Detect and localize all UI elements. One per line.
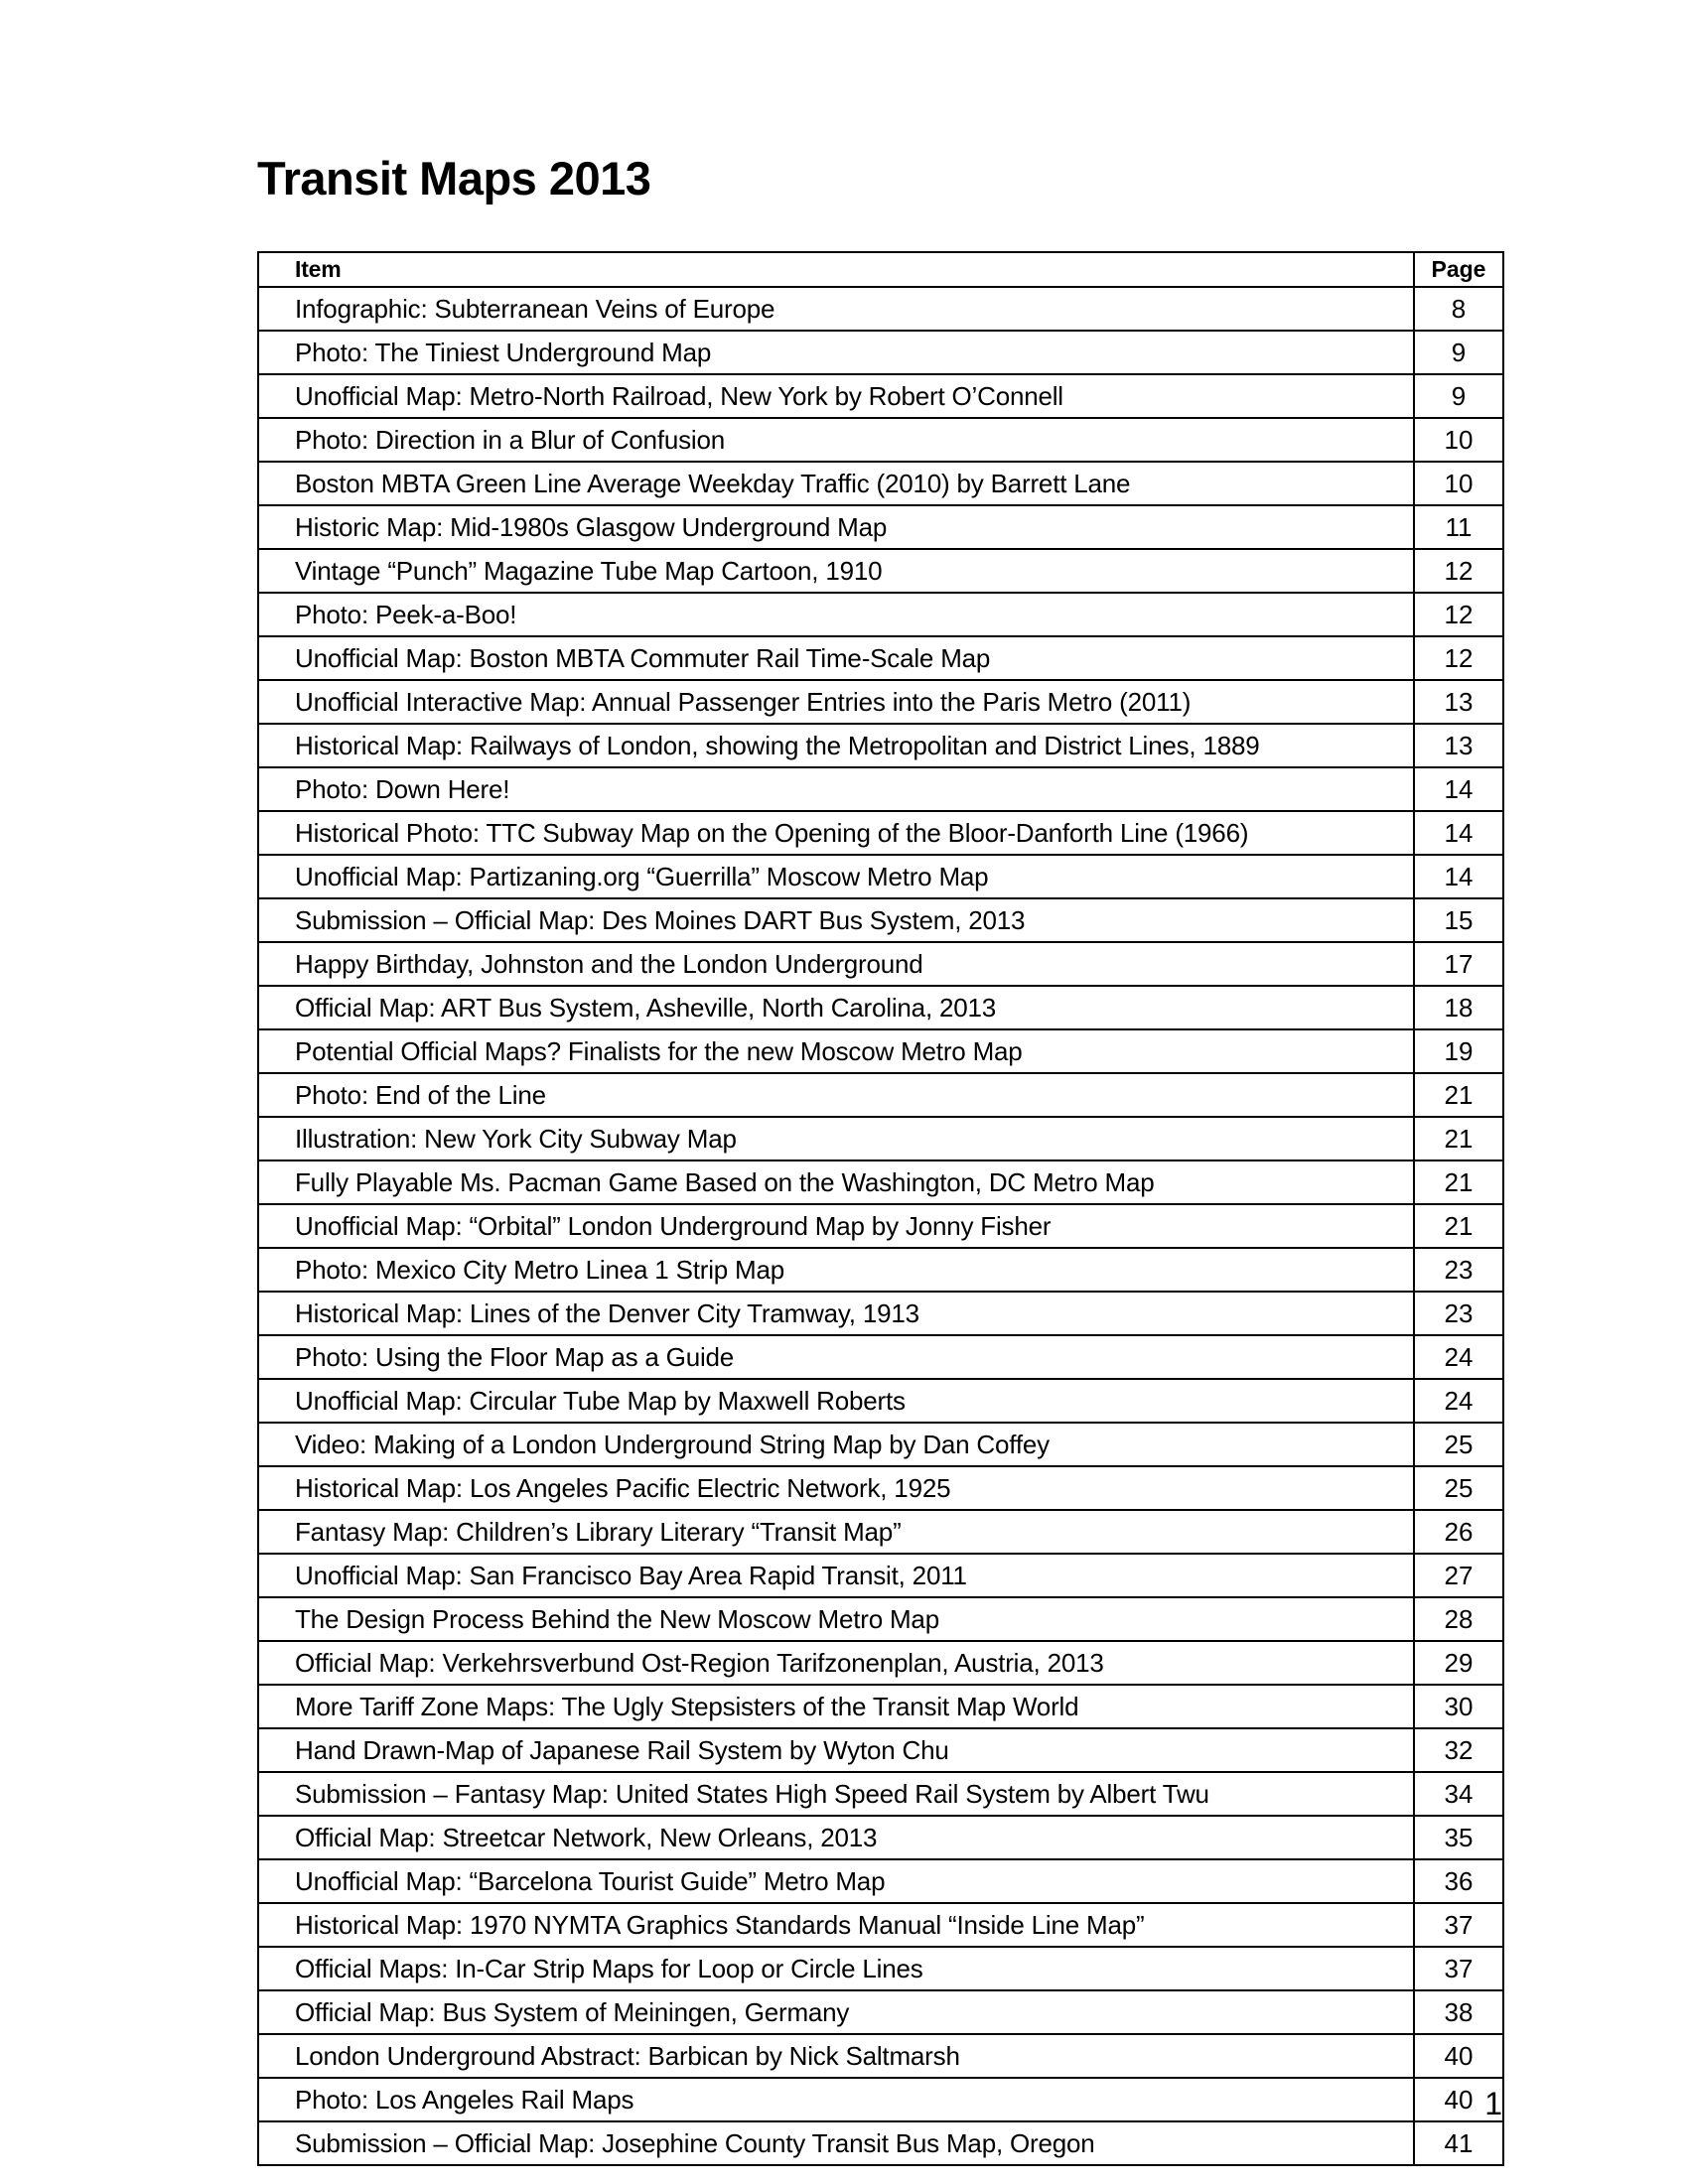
toc-page-cell: 10 <box>1414 418 1503 462</box>
toc-page-cell: 37 <box>1414 1903 1503 1947</box>
toc-page-cell: 29 <box>1414 1641 1503 1685</box>
toc-page-cell: 24 <box>1414 1335 1503 1379</box>
table-row <box>258 767 1503 811</box>
toc-page-cell: 14 <box>1414 855 1503 898</box>
footer-page-number: 1 <box>1484 2086 1502 2121</box>
toc-item-cell: Official Map: Bus System of Meiningen, Germany <box>258 1990 1414 2034</box>
toc-item-cell: Submission – Fantasy Map: United States High Speed Rail System by Albert Twu <box>258 1772 1414 1816</box>
toc-page-cell: 27 <box>1414 1554 1503 1597</box>
toc-item-cell: Photo: Mexico City Metro Linea 1 Strip Map <box>258 1248 1414 1292</box>
table-row <box>258 1160 1503 1204</box>
toc-page-cell: 14 <box>1414 811 1503 855</box>
table-row <box>258 1728 1503 1772</box>
toc-item-cell: Illustration: New York City Subway Map <box>258 1117 1414 1160</box>
toc-item-cell: Historical Map: 1970 NYMTA Graphics Standards Manual “Inside Line Map” <box>258 1903 1414 1947</box>
table-row <box>258 1947 1503 1990</box>
toc-page-cell: 19 <box>1414 1029 1503 1073</box>
table-row <box>258 1204 1503 1248</box>
table-row <box>258 1466 1503 1510</box>
toc-page-cell: 12 <box>1414 593 1503 636</box>
toc-page-cell: 30 <box>1414 1685 1503 1728</box>
toc-item-cell: London Underground Abstract: Barbican by Nick Saltmarsh <box>258 2034 1414 2078</box>
toc-item-cell: Boston MBTA Green Line Average Weekday Traffic (2010) by Barrett Lane <box>258 462 1414 505</box>
toc-item-cell: Submission – Official Map: Josephine County Transit Bus Map, Oregon <box>258 2121 1414 2165</box>
table-row <box>258 1423 1503 1466</box>
toc-page-cell: 41 <box>1414 2121 1503 2165</box>
toc-item-cell: Fantasy Map: Children’s Library Literary “Transit Map” <box>258 1510 1414 1554</box>
toc-item-cell: Historic Map: Mid-1980s Glasgow Underground Map <box>258 505 1414 549</box>
toc-item-cell: Photo: Direction in a Blur of Confusion <box>258 418 1414 462</box>
table-row <box>258 1597 1503 1641</box>
toc-page-cell: 35 <box>1414 1816 1503 1859</box>
toc-page-cell: 9 <box>1414 374 1503 418</box>
toc-body <box>258 287 1503 2165</box>
toc-page-cell: 25 <box>1414 1466 1503 1510</box>
toc-header-item: Item <box>258 252 1414 287</box>
table-row <box>258 1816 1503 1859</box>
toc-item-cell: Unofficial Map: Metro-North Railroad, New York by Robert O’Connell <box>258 374 1414 418</box>
table-row <box>258 1510 1503 1554</box>
table-row <box>258 505 1503 549</box>
toc-item-cell: Unofficial Map: Boston MBTA Commuter Rail Time-Scale Map <box>258 636 1414 680</box>
table-row <box>258 418 1503 462</box>
table-row <box>258 549 1503 593</box>
table-row <box>258 1903 1503 1947</box>
toc-item-cell: Historical Map: Railways of London, showing the Metropolitan and District Lines, 1889 <box>258 724 1414 767</box>
toc-item-cell: Hand Drawn-Map of Japanese Rail System by Wyton Chu <box>258 1728 1414 1772</box>
toc-page-cell: 38 <box>1414 1990 1503 2034</box>
table-row <box>258 1335 1503 1379</box>
toc-page-cell: 37 <box>1414 1947 1503 1990</box>
table-row <box>258 1685 1503 1728</box>
table-row <box>258 811 1503 855</box>
table-row <box>258 1641 1503 1685</box>
toc-page-cell: 21 <box>1414 1073 1503 1117</box>
toc-item-cell: Photo: The Tiniest Underground Map <box>258 331 1414 374</box>
toc-item-cell: Unofficial Interactive Map: Annual Passenger Entries into the Paris Metro (2011) <box>258 680 1414 724</box>
toc-item-cell: Video: Making of a London Underground String Map by Dan Coffey <box>258 1423 1414 1466</box>
table-row <box>258 1379 1503 1423</box>
toc-page-cell: 26 <box>1414 1510 1503 1554</box>
table-row <box>258 942 1503 986</box>
toc-header-page: Page <box>1414 252 1503 287</box>
toc-item-cell: Historical Map: Los Angeles Pacific Electric Network, 1925 <box>258 1466 1414 1510</box>
toc-item-cell: Official Map: Verkehrsverbund Ost-Region Tarifzonenplan, Austria, 2013 <box>258 1641 1414 1685</box>
toc-page-cell: 36 <box>1414 1859 1503 1903</box>
toc-page-cell: 8 <box>1414 287 1503 331</box>
toc-item-cell: Official Map: Streetcar Network, New Orleans, 2013 <box>258 1816 1414 1859</box>
toc-page-cell: 17 <box>1414 942 1503 986</box>
toc-item-cell: Historical Map: Lines of the Denver City Tramway, 1913 <box>258 1292 1414 1335</box>
toc-item-cell: The Design Process Behind the New Moscow Metro Map <box>258 1597 1414 1641</box>
toc-item-cell: Official Map: ART Bus System, Asheville, North Carolina, 2013 <box>258 986 1414 1029</box>
toc-page-cell: 18 <box>1414 986 1503 1029</box>
table-row <box>258 593 1503 636</box>
toc-item-cell: More Tariff Zone Maps: The Ugly Stepsisters of the Transit Map World <box>258 1685 1414 1728</box>
table-row <box>258 898 1503 942</box>
table-row <box>258 1990 1503 2034</box>
toc-item-cell: Submission – Official Map: Des Moines DART Bus System, 2013 <box>258 898 1414 942</box>
toc-item-cell: Photo: Peek-a-Boo! <box>258 593 1414 636</box>
toc-page-cell: 25 <box>1414 1423 1503 1466</box>
table-row <box>258 2034 1503 2078</box>
table-row <box>258 1073 1503 1117</box>
toc-item-cell: Official Maps: In-Car Strip Maps for Loop or Circle Lines <box>258 1947 1414 1990</box>
toc-page-cell: 40 <box>1414 2034 1503 2078</box>
toc-page-cell: 11 <box>1414 505 1503 549</box>
toc-page-cell: 14 <box>1414 767 1503 811</box>
toc-item-cell: Infographic: Subterranean Veins of Europe <box>258 287 1414 331</box>
toc-page-cell: 12 <box>1414 636 1503 680</box>
toc-page-cell: 32 <box>1414 1728 1503 1772</box>
toc-item-cell: Unofficial Map: “Barcelona Tourist Guide” Metro Map <box>258 1859 1414 1903</box>
toc-item-cell: Vintage “Punch” Magazine Tube Map Cartoon, 1910 <box>258 549 1414 593</box>
table-row <box>258 287 1503 331</box>
table-row <box>258 1029 1503 1073</box>
table-row <box>258 462 1503 505</box>
toc-page-cell: 23 <box>1414 1248 1503 1292</box>
toc-item-cell: Unofficial Map: “Orbital” London Underground Map by Jonny Fisher <box>258 1204 1414 1248</box>
table-row <box>258 636 1503 680</box>
table-row <box>258 331 1503 374</box>
toc-page-cell: 10 <box>1414 462 1503 505</box>
toc-page-cell: 13 <box>1414 724 1503 767</box>
toc-page-cell: 28 <box>1414 1597 1503 1641</box>
table-row <box>258 1772 1503 1816</box>
table-row <box>258 724 1503 767</box>
toc-item-cell: Potential Official Maps? Finalists for the new Moscow Metro Map <box>258 1029 1414 1073</box>
toc-page-cell: 34 <box>1414 1772 1503 1816</box>
table-row <box>258 2121 1503 2165</box>
toc-item-cell: Historical Photo: TTC Subway Map on the Opening of the Bloor-Danforth Line (1966) <box>258 811 1414 855</box>
table-row <box>258 1117 1503 1160</box>
table-row <box>258 1859 1503 1903</box>
toc-page-cell: 24 <box>1414 1379 1503 1423</box>
toc-header-row <box>258 252 1503 287</box>
toc-item-cell: Unofficial Map: Partizaning.org “Guerrilla” Moscow Metro Map <box>258 855 1414 898</box>
toc-page-cell: 13 <box>1414 680 1503 724</box>
toc-page-cell: 40 <box>1414 2078 1503 2121</box>
toc-item-cell: Unofficial Map: Circular Tube Map by Maxwell Roberts <box>258 1379 1414 1423</box>
toc-item-cell: Fully Playable Ms. Pacman Game Based on the Washington, DC Metro Map <box>258 1160 1414 1204</box>
toc-page-cell: 21 <box>1414 1204 1503 1248</box>
toc-item-cell: Photo: End of the Line <box>258 1073 1414 1117</box>
toc-item-cell: Photo: Using the Floor Map as a Guide <box>258 1335 1414 1379</box>
table-row <box>258 374 1503 418</box>
toc-page-cell: 21 <box>1414 1117 1503 1160</box>
table-row <box>258 986 1503 1029</box>
table-row <box>258 680 1503 724</box>
table-row <box>258 1554 1503 1597</box>
toc-item-cell: Unofficial Map: San Francisco Bay Area Rapid Transit, 2011 <box>258 1554 1414 1597</box>
toc-page-cell: 9 <box>1414 331 1503 374</box>
toc-page-cell: 23 <box>1414 1292 1503 1335</box>
toc-page-cell: 15 <box>1414 898 1503 942</box>
toc-item-cell: Photo: Los Angeles Rail Maps <box>258 2078 1414 2121</box>
toc-page-cell: 12 <box>1414 549 1503 593</box>
toc-item-cell: Happy Birthday, Johnston and the London Underground <box>258 942 1414 986</box>
table-row <box>258 1292 1503 1335</box>
toc-table <box>257 251 1504 2166</box>
table-row <box>258 1248 1503 1292</box>
toc-page-cell: 21 <box>1414 1160 1503 1204</box>
toc-item-cell: Photo: Down Here! <box>258 767 1414 811</box>
table-row <box>258 855 1503 898</box>
page-title: Transit Maps 2013 <box>257 152 651 205</box>
